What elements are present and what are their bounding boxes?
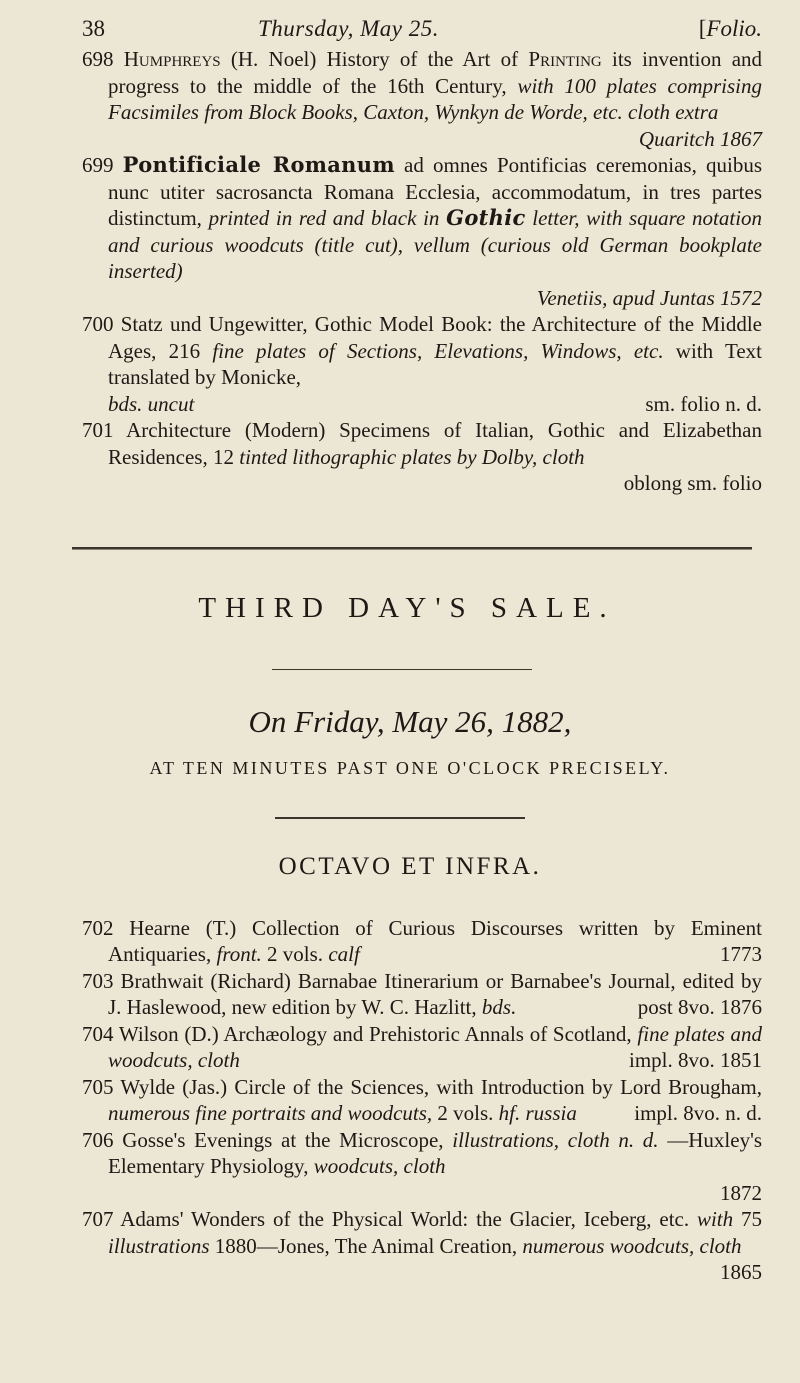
lot-text: Hearne (T.) Collection of Curious Discourses written by Eminent Antiquaries,	[108, 915, 763, 966]
lot-number: 699	[82, 153, 114, 177]
lot-text-sc: Printing	[528, 47, 602, 71]
lot-706	[82, 1127, 762, 1207]
lot-text: Wylde (Jas.) Circle of the Sciences, with Introduction by Lord Brougham,	[120, 1074, 762, 1099]
lot-text: Wilson (D.) Archæology and Prehistoric Annals of Scotland,	[118, 1021, 632, 1046]
lots-second-list	[82, 915, 763, 1284]
lot-text-2: with Text translated by Monicke,	[108, 338, 762, 389]
lot-text-2: 75	[741, 1207, 762, 1231]
lot-text: Statz und Ungewitter, Gothic Model Book: the Architecture of the Middle Ages, 216	[108, 312, 762, 363]
lot-text-italic: tinted lithographic plates by Dolby, cloth	[239, 444, 585, 469]
sale-title: THIRD DAY'S SALE.	[198, 591, 616, 624]
lot-699	[82, 152, 762, 311]
lot-text-italic: numerous fine portraits and woodcuts,	[108, 1101, 433, 1125]
lot-author: Humphreys	[123, 47, 221, 71]
lot-number: 707	[82, 1207, 114, 1231]
lot-text-italic: with	[696, 1207, 734, 1231]
lot-text-3: 1880—Jones, The Animal Creation,	[214, 1233, 518, 1258]
lot-701	[82, 417, 762, 497]
lot-gothic-word: Gothic	[446, 205, 526, 230]
lot-desc: its invention and progress to the middle of the 16th Century,	[108, 47, 763, 98]
lot-text-italic: front.	[216, 942, 262, 966]
header-format-label: Folio.	[706, 16, 762, 41]
lot-number: 706	[82, 1127, 114, 1152]
title-rule	[272, 669, 532, 670]
lot-703	[82, 968, 762, 1021]
lot-number: 703	[82, 968, 114, 993]
sale-date: On Friday, May 26, 1882,	[248, 703, 572, 739]
lot-text-2: 2 vols.	[437, 1101, 494, 1125]
lot-text-italic-2: illustrations	[108, 1233, 210, 1258]
lot-698	[82, 46, 762, 152]
header-format	[699, 16, 762, 42]
lot-number: 701	[82, 418, 114, 442]
lot-tail-row	[108, 391, 762, 418]
lot-705	[82, 1074, 762, 1127]
lot-imprint: Quaritch 1867	[638, 126, 762, 151]
lot-text-italic-3: numerous woodcuts, cloth	[522, 1233, 742, 1258]
lot-desc-italic: with 100 plates comprising Facsimiles from Block Books, Caxton, Wynkyn de Worde, etc. cloth extra	[108, 73, 762, 124]
page-number: 38	[82, 16, 105, 41]
lot-number: 702	[82, 915, 114, 940]
lot-707	[82, 1206, 762, 1284]
lot-text-italic: bds.	[481, 995, 517, 1019]
lot-imprint: 1872	[720, 1180, 762, 1205]
header-date: Thursday, May 25.	[258, 16, 439, 41]
lot-number: 705	[82, 1074, 114, 1099]
lot-text: ad omnes Pontificias ceremonias, quibus nunc utiter sacrosancta Romana Ecclesia, accommodatum, in tres partes distinctum,	[108, 153, 763, 230]
lot-gothic-title: Pontificiale Romanum	[122, 152, 395, 177]
lot-700	[82, 311, 762, 417]
lot-imprint: Venetiis, apud Juntas 1572	[536, 285, 762, 310]
lot-imprint: impl. 8vo. 1851	[628, 1048, 762, 1072]
lot-text: Adams' Wonders of the Physical World: the Glacier, Iceberg, etc.	[120, 1207, 690, 1231]
lot-text-italic: illustrations, cloth n. d.	[452, 1127, 659, 1152]
lot-number: 698	[82, 47, 114, 71]
lot-binding: bds. uncut	[108, 391, 195, 416]
time-rule	[275, 817, 525, 819]
lot-text-2: —Huxley's Elementary Physiology,	[108, 1127, 763, 1178]
lot-text: (H. Noel) History of the Art of	[230, 47, 519, 71]
lot-imprint: 1865	[720, 1260, 762, 1284]
lot-702	[82, 915, 762, 968]
lot-format: sm. folio n. d.	[645, 391, 762, 416]
lot-text: Gosse's Evenings at the Microscope,	[122, 1127, 444, 1152]
lot-text-italic: fine plates of Sections, Elevations, Windows, etc.	[212, 338, 664, 363]
lot-text-italic-2: letter, with square notation and curious woodcuts (title cut), vellum (curious old German bookplate inserted)	[108, 206, 763, 283]
lot-text-2: 2 vols.	[267, 942, 324, 966]
lot-text-italic-2: hf. russia	[498, 1101, 577, 1125]
lot-text-italic-2: calf	[328, 942, 360, 966]
section-heading: OCTAVO ET INFRA.	[278, 852, 542, 880]
lot-number: 700	[82, 312, 114, 336]
page-header	[82, 6, 762, 46]
sale-time: AT TEN MINUTES PAST ONE O'CLOCK PRECISELY.	[149, 757, 671, 778]
lot-704	[82, 1021, 762, 1074]
lot-imprint: 1773	[720, 942, 762, 966]
lot-format: oblong sm. folio	[623, 471, 762, 495]
lot-text: Architecture (Modern) Specimens of Italian, Gothic and Elizabethan Residences, 12	[108, 418, 763, 469]
lot-imprint: post 8vo. 1876	[637, 995, 762, 1019]
lot-number: 704	[82, 1021, 114, 1046]
header-bracket: [	[698, 16, 707, 41]
lot-text: Brathwait (Richard) Barnabae Itinerarium or Barnabee's Journal, edited by J. Haslewood, new edition by W. C. Hazlitt,	[108, 968, 762, 1019]
lot-imprint: impl. 8vo. n. d.	[634, 1101, 762, 1125]
lot-text-italic-2: woodcuts, cloth	[313, 1154, 446, 1178]
lot-text-italic: fine plates and woodcuts, cloth	[108, 1021, 763, 1072]
section-divider	[72, 547, 752, 550]
lot-text-italic: printed in red and black in	[208, 206, 440, 230]
